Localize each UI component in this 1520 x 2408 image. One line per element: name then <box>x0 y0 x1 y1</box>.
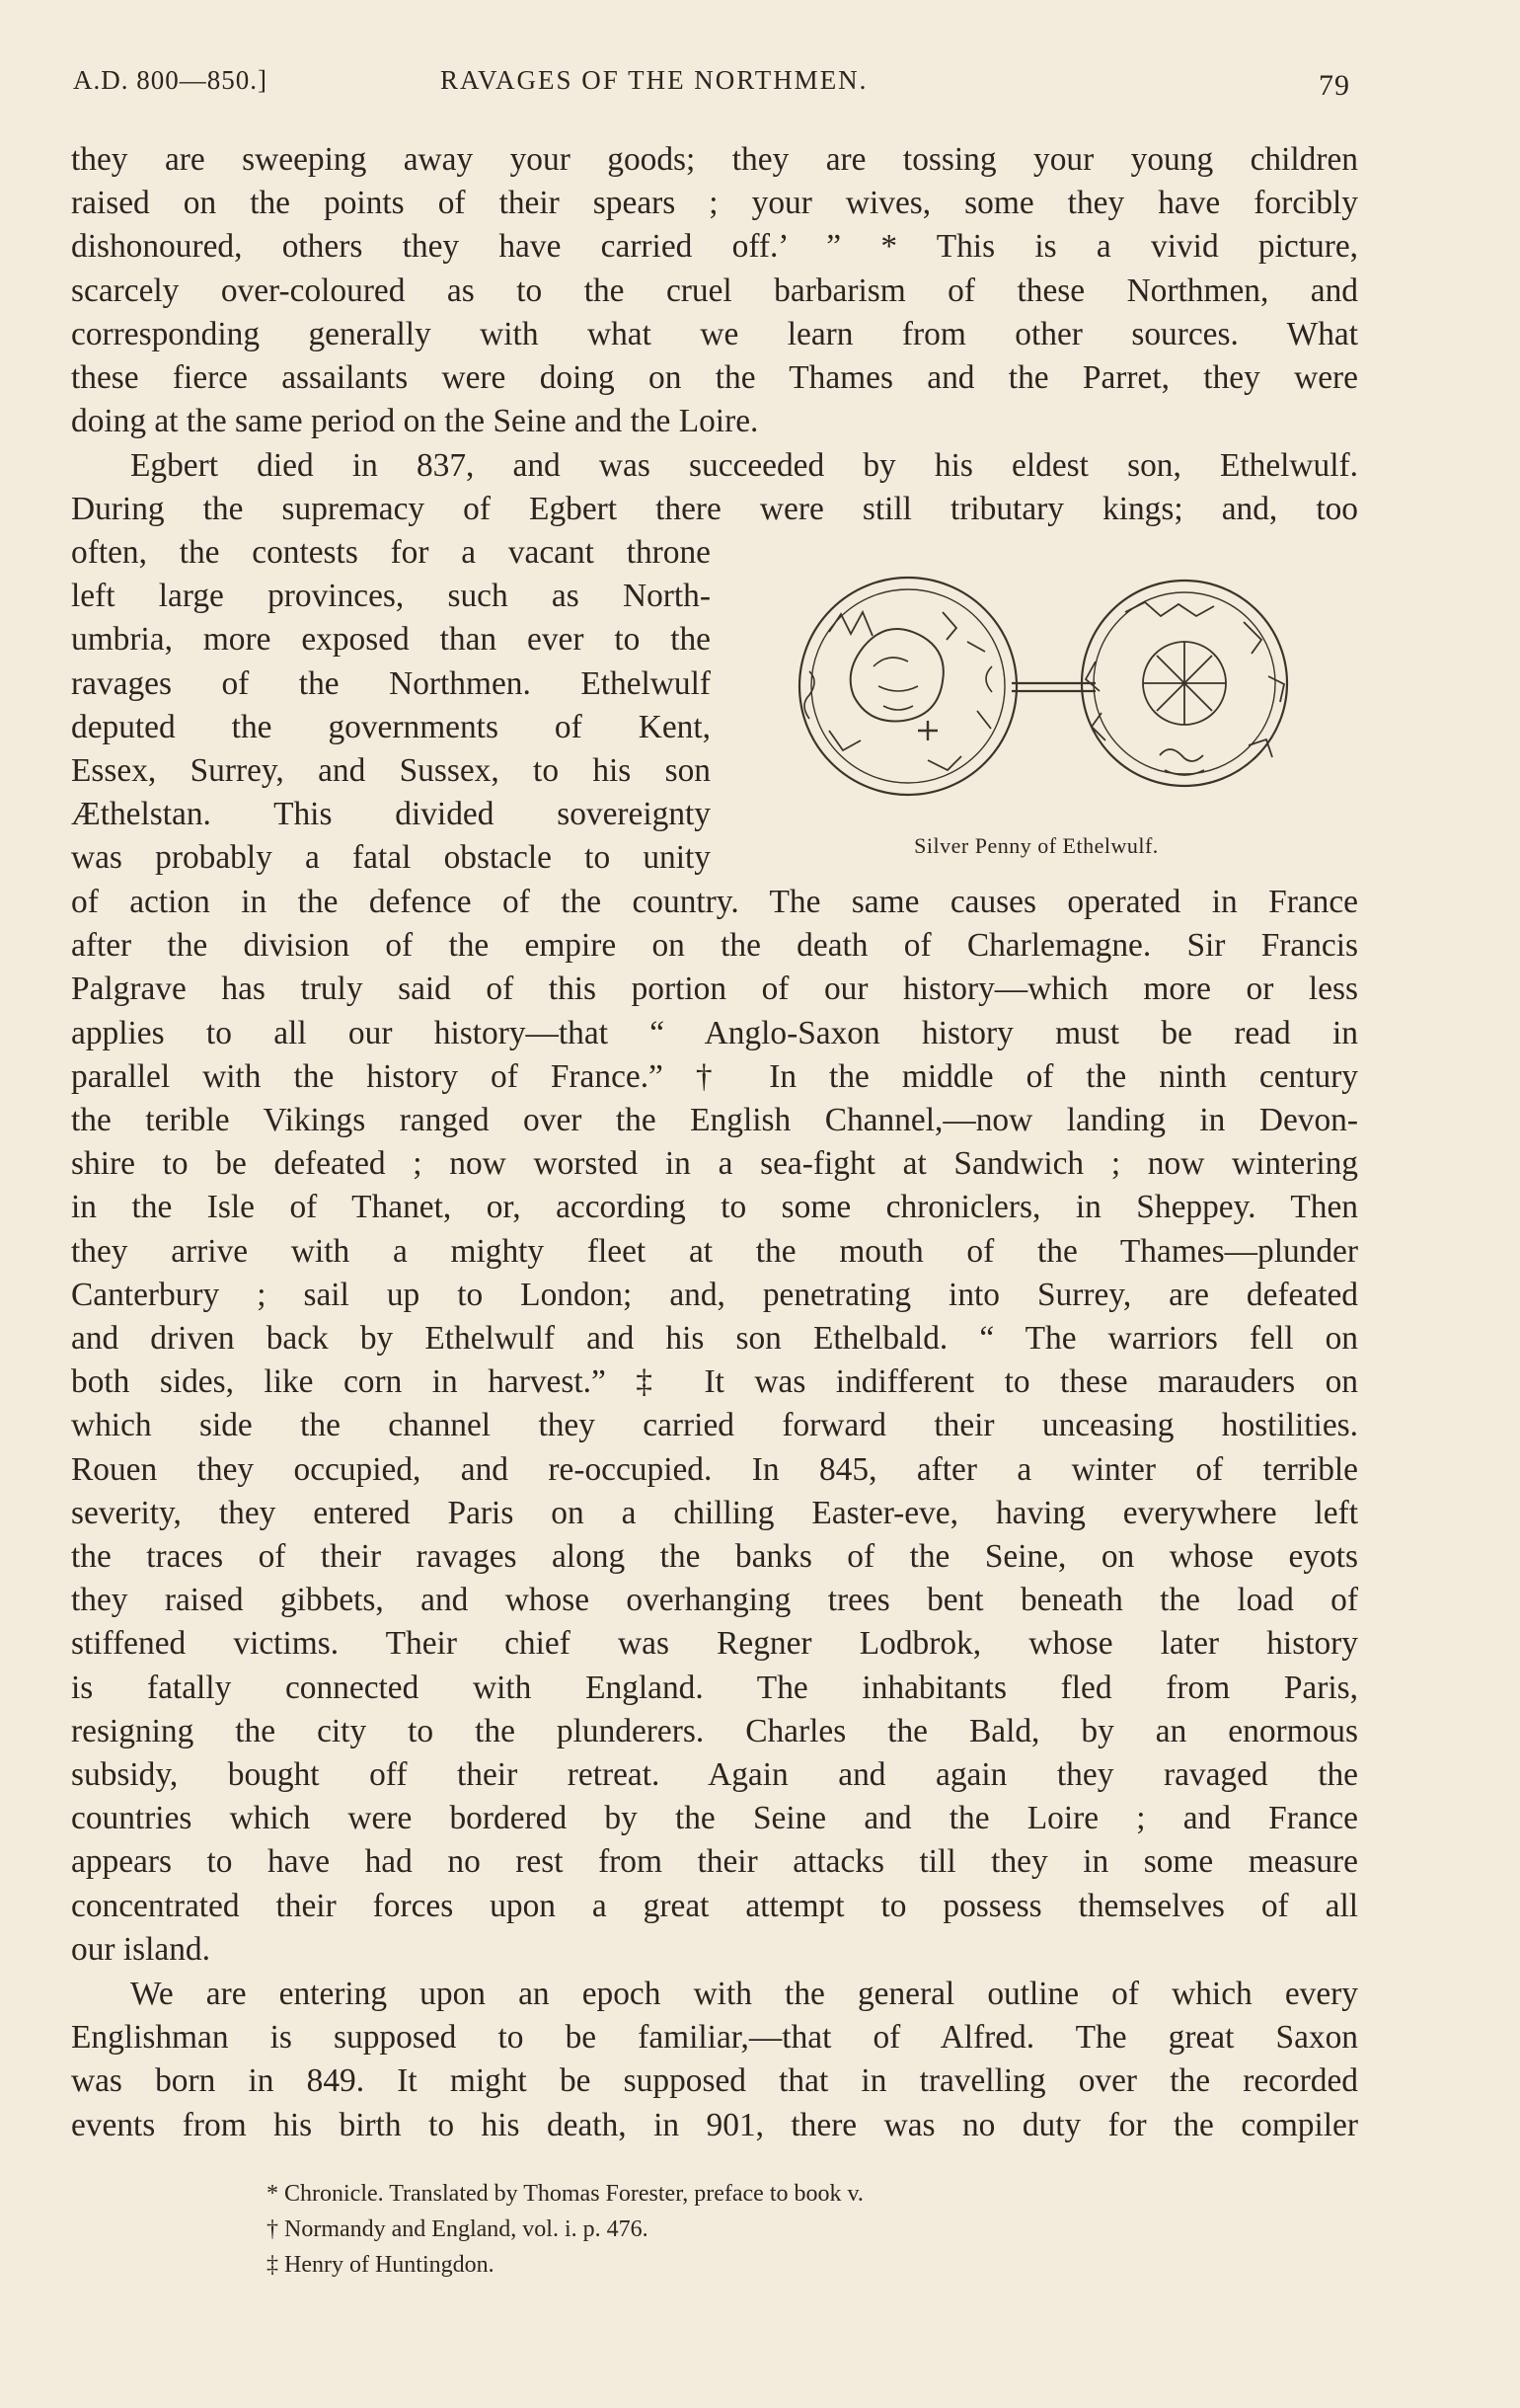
text-line: umbria, more exposed than ever to the <box>71 621 711 659</box>
paragraph-2-continued <box>71 881 1358 1972</box>
text-line: was probably a fatal obstacle to unity <box>71 839 711 877</box>
text-line: Englishman is supposed to be familiar,—that of Alfred. The great Saxon <box>71 2019 1358 2057</box>
text-line: of action in the defence of the country. The same causes operated in France <box>71 884 1358 920</box>
coin-figure <box>770 573 1342 869</box>
paragraph-1 <box>71 138 1358 443</box>
footnote: * Chronicle. Translated by Thomas Forester, preface to book v. <box>266 2181 864 2207</box>
coin-obverse-outer <box>799 578 1017 795</box>
text-line: the terible Vikings ranged over the English Channel,—now landing in Devon- <box>71 1102 1358 1139</box>
text-line: Essex, Surrey, and Sussex, to his son <box>71 752 711 790</box>
text-line: We are entering upon an epoch with the general outline of which every <box>130 1976 1358 2012</box>
text-line: Æthelstan. This divided sovereignty <box>71 796 711 833</box>
footnote: † Normandy and England, vol. i. p. 476. <box>266 2216 648 2242</box>
text-line: our island. <box>71 1930 210 1968</box>
paragraph-2-wrapped <box>71 531 711 881</box>
text-line: countries which were bordered by the Seine and the Loire ; and France <box>71 1800 1358 1837</box>
text-line: both sides, like corn in harvest.” ‡ It was indifferent to these marauders on <box>71 1363 1358 1401</box>
text-line: deputed the governments of Kent, <box>71 708 711 745</box>
silver-penny-illustration <box>770 573 1323 829</box>
paragraph-2-opening <box>71 444 1358 531</box>
text-line: Palgrave has truly said of this portion of our history—which more or less <box>71 971 1358 1008</box>
text-line: they raised gibbets, and whose overhanging trees bent beneath the load of <box>71 1582 1358 1619</box>
text-line: raised on the points of their spears ; your wives, some they have forcibly <box>71 185 1358 222</box>
text-line: is fatally connected with England. The inhabitants fled from Paris, <box>71 1669 1358 1706</box>
text-line: in the Isle of Thanet, or, according to some chroniclers, in Sheppey. Then <box>71 1189 1358 1226</box>
text-line: ravages of the Northmen. Ethelwulf <box>71 664 711 702</box>
text-line: was born in 849. It might be supposed that in travelling over the recorded <box>71 2062 1358 2100</box>
text-line: doing at the same period on the Seine and the Loire. <box>71 403 759 440</box>
text-line: events from his birth to his death, in 901, there was no duty for the compiler <box>71 2106 1358 2143</box>
text-line: left large provinces, such as North- <box>71 578 711 615</box>
header-title: RAVAGES OF THE NORTHMEN. <box>440 65 869 95</box>
text-line: these fierce assailants were doing on the Thames and the Parret, they were <box>71 359 1358 397</box>
text-line: concentrated their forces upon a great attempt to possess themselves of all <box>71 1887 1358 1924</box>
text-line: resigning the city to the plunderers. Charles the Bald, by an enormous <box>71 1712 1358 1749</box>
text-line: after the division of the empire on the death of Charlemagne. Sir Francis <box>71 927 1358 965</box>
text-line: Canterbury ; sail up to London; and, penetrating into Surrey, are defeated <box>71 1276 1358 1313</box>
page-number: 79 <box>1319 69 1350 102</box>
text-line: which side the channel they carried forward their unceasing hostilities. <box>71 1407 1358 1444</box>
coin-bust <box>851 629 944 721</box>
text-line: severity, they entered Paris on a chilling Easter-eve, having everywhere left <box>71 1494 1358 1531</box>
text-line: and driven back by Ethelwulf and his son Ethelbald. “ The warriors fell on <box>71 1320 1358 1358</box>
text-line: corresponding generally with what we learn from other sources. What <box>71 315 1358 352</box>
text-line: parallel with the history of France.” † In the middle of the ninth century <box>71 1057 1358 1095</box>
footnotes <box>266 2176 1254 2283</box>
text-line: shire to be defeated ; now worsted in a sea-fight at Sandwich ; now wintering <box>71 1145 1358 1183</box>
text-line: subsidy, bought off their retreat. Again and again they ravaged the <box>71 1756 1358 1794</box>
text-line: Rouen they occupied, and re-occupied. In 845, after a winter of terrible <box>71 1450 1358 1488</box>
text-line: dishonoured, others they have carried off.’ ” * This is a vivid picture, <box>71 228 1358 266</box>
text-line: scarcely over-coloured as to the cruel barbarism of these Northmen, and <box>71 272 1358 309</box>
text-line: stiffened victims. Their chief was Regner Lodbrok, whose later history <box>71 1625 1358 1663</box>
footnote: ‡ Henry of Huntingdon. <box>266 2252 494 2278</box>
text-line: they arrive with a mighty fleet at the mouth of the Thames—plunder <box>71 1232 1358 1270</box>
text-line: often, the contests for a vacant throne <box>71 534 711 571</box>
text-line: applies to all our history—that “ Anglo-Saxon history must be read in <box>71 1014 1358 1051</box>
text-line: the traces of their ravages along the banks of the Seine, on whose eyots <box>71 1538 1358 1576</box>
header-date-range: A.D. 800—850.] <box>73 65 267 95</box>
running-head <box>73 65 1350 105</box>
text-line: Egbert died in 837, and was succeeded by his eldest son, Ethelwulf. <box>130 447 1358 484</box>
paragraph-3 <box>71 1973 1358 2147</box>
figure-caption: Silver Penny of Ethelwulf. <box>914 833 1159 858</box>
text-line: appears to have had no rest from their attacks till they in some measure <box>71 1843 1358 1881</box>
text-line: During the supremacy of Egbert there were still tributary kings; and, too <box>71 491 1358 528</box>
text-line: they are sweeping away your goods; they are tossing your young children <box>71 141 1358 178</box>
coin-obverse-inner <box>811 589 1005 783</box>
